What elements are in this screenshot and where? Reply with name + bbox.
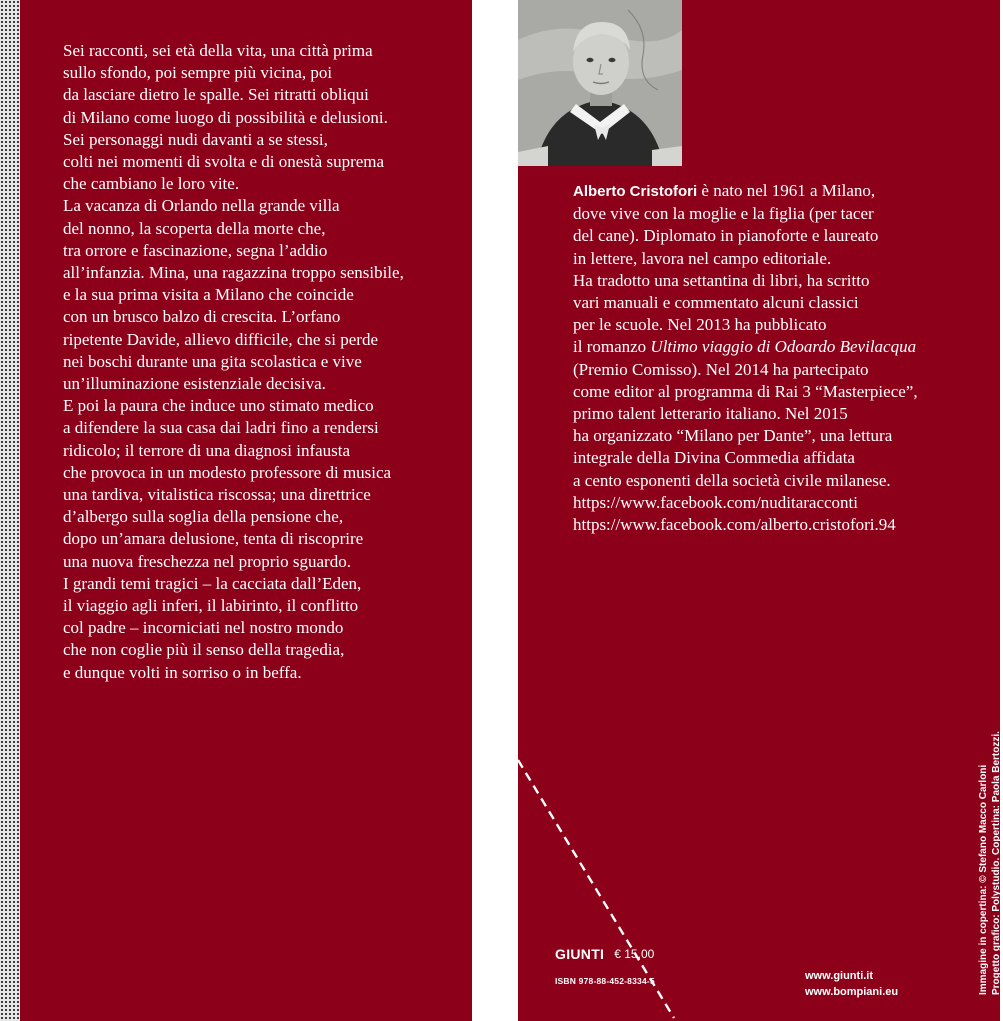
bio-line: integrale della Divina Commedia affidata bbox=[573, 448, 855, 468]
cover-credits bbox=[977, 731, 1003, 995]
website-giunti: www.giunti.it bbox=[805, 970, 874, 982]
blurb-line: ridicolo; il terrore di una diagnosi infausta bbox=[63, 440, 351, 460]
bio-line: vari manuali e commentato alcuni classici bbox=[573, 293, 859, 313]
blurb-line: che non coglie più il senso della tragedia, bbox=[63, 640, 345, 660]
bio-line: (Premio Comisso). Nel 2014 ha partecipato bbox=[573, 359, 869, 379]
blurb-line: dopo un’amara delusione, tenta di riscoprire bbox=[63, 529, 364, 549]
bio-first-line bbox=[573, 180, 968, 203]
blurb-line: Sei racconti, sei età della vita, una città prima bbox=[63, 41, 373, 60]
bio-line: ha organizzato “Milano per Dante”, una lettura bbox=[573, 426, 893, 446]
blurb-line: un’illuminazione esistenziale decisiva. bbox=[63, 374, 326, 394]
bio-line: a cento esponenti della società civile milanese. bbox=[573, 470, 891, 490]
bio-line: per le scuole. Nel 2013 ha pubblicato bbox=[573, 315, 827, 335]
bio-line: come editor al programma di Rai 3 “Masterpiece”, bbox=[573, 381, 918, 401]
bio-line: in lettere, lavora nel campo editoriale. bbox=[573, 248, 832, 268]
blurb-line: a difendere la sua casa dai ladri fino a rendersi bbox=[63, 418, 379, 438]
bio-line: https://www.facebook.com/alberto.cristofori.94 bbox=[573, 515, 896, 535]
bio-line: del cane). Diplomato in pianoforte e laureato bbox=[573, 226, 879, 246]
novel-title: Ultimo viaggio di Odoardo Bevilacqua bbox=[650, 337, 917, 357]
bio-line: primo talent letterario italiano. Nel 2015 bbox=[573, 404, 848, 424]
blurb-line: sullo sfondo, poi sempre più vicina, poi bbox=[63, 63, 333, 83]
back-cover-blurb bbox=[63, 40, 463, 684]
blurb-line: di Milano come luogo di possibilità e delusioni. bbox=[63, 107, 388, 127]
credit-design: Progetto grafico: Polystudio. Copertina: Paola Bertozzi. bbox=[991, 731, 1002, 995]
giunti-logo: GIUNTI bbox=[555, 946, 605, 962]
blurb-line: con un brusco balzo di crescita. L’orfano bbox=[63, 307, 341, 327]
bio-line: Ha tradotto una settantina di libri, ha scritto bbox=[573, 270, 870, 290]
blurb-line: e dunque volti in sorriso o in beffa. bbox=[63, 662, 302, 682]
blurb-line: ripetente Davide, allievo difficile, che si perde bbox=[63, 329, 378, 349]
blurb-line: e la sua prima visita a Milano che coincide bbox=[63, 285, 354, 305]
blurb-line: che cambiano le loro vite. bbox=[63, 174, 240, 194]
blurb-line: all’infanzia. Mina, una ragazzina troppo sensibile, bbox=[63, 263, 404, 283]
author-name: Alberto Cristofori bbox=[573, 183, 698, 200]
author-photo bbox=[518, 0, 682, 166]
blurb-line: d’albergo sulla soglia della pensione che, bbox=[63, 507, 344, 527]
blurb-line: I grandi temi tragici – la cacciata dall’Eden, bbox=[63, 573, 362, 593]
novel-prefix: il romanzo bbox=[573, 337, 651, 357]
fold-gutter bbox=[472, 0, 518, 1021]
halftone-edge-strip bbox=[0, 0, 20, 1021]
credit-image: Immagine in copertina: © Stefano Macco Carloni bbox=[978, 764, 989, 995]
blurb-line: Sei personaggi nudi davanti a se stessi, bbox=[63, 129, 328, 149]
blurb-line: col padre – incorniciati nel nostro mondo bbox=[63, 618, 344, 638]
price: € 15,00 bbox=[614, 947, 655, 961]
blurb-line: da lasciare dietro le spalle. Sei ritratti obliqui bbox=[63, 85, 369, 105]
blurb-line: nei boschi durante una gita scolastica e vive bbox=[63, 351, 362, 371]
website-bompiani: www.bompiani.eu bbox=[805, 986, 899, 998]
blurb-line: il viaggio agli inferi, il labirinto, il conflitto bbox=[63, 596, 359, 616]
blurb-line: una tardiva, vitalistica riscossa; una direttrice bbox=[63, 485, 371, 505]
blurb-line: colti nei momenti di svolta e di onestà suprema bbox=[63, 152, 385, 172]
author-bio bbox=[573, 180, 968, 536]
blurb-line: La vacanza di Orlando nella grande villa bbox=[63, 196, 340, 216]
publisher-websites bbox=[805, 968, 898, 1000]
bio-line: dove vive con la moglie e la figlia (per tacer bbox=[573, 204, 874, 224]
blurb-line: tra orrore e fascinazione, segna l’addio bbox=[63, 240, 328, 260]
isbn: ISBN 978-88-452-8334-5 bbox=[555, 976, 655, 986]
blurb-line: una nuova freschezza nel proprio sguardo. bbox=[63, 551, 351, 571]
blurb-line: E poi la paura che induce uno stimato medico bbox=[63, 396, 374, 416]
blurb-line: che provoca in un modesto professore di musica bbox=[63, 462, 392, 482]
blurb-line: del nonno, la scoperta della morte che, bbox=[63, 218, 326, 238]
bio-first-line-rest: è nato nel 1961 a Milano, bbox=[697, 181, 876, 200]
publisher-block bbox=[555, 946, 655, 986]
bio-line: https://www.facebook.com/nuditaracconti bbox=[573, 492, 858, 512]
novel-line bbox=[573, 336, 968, 358]
